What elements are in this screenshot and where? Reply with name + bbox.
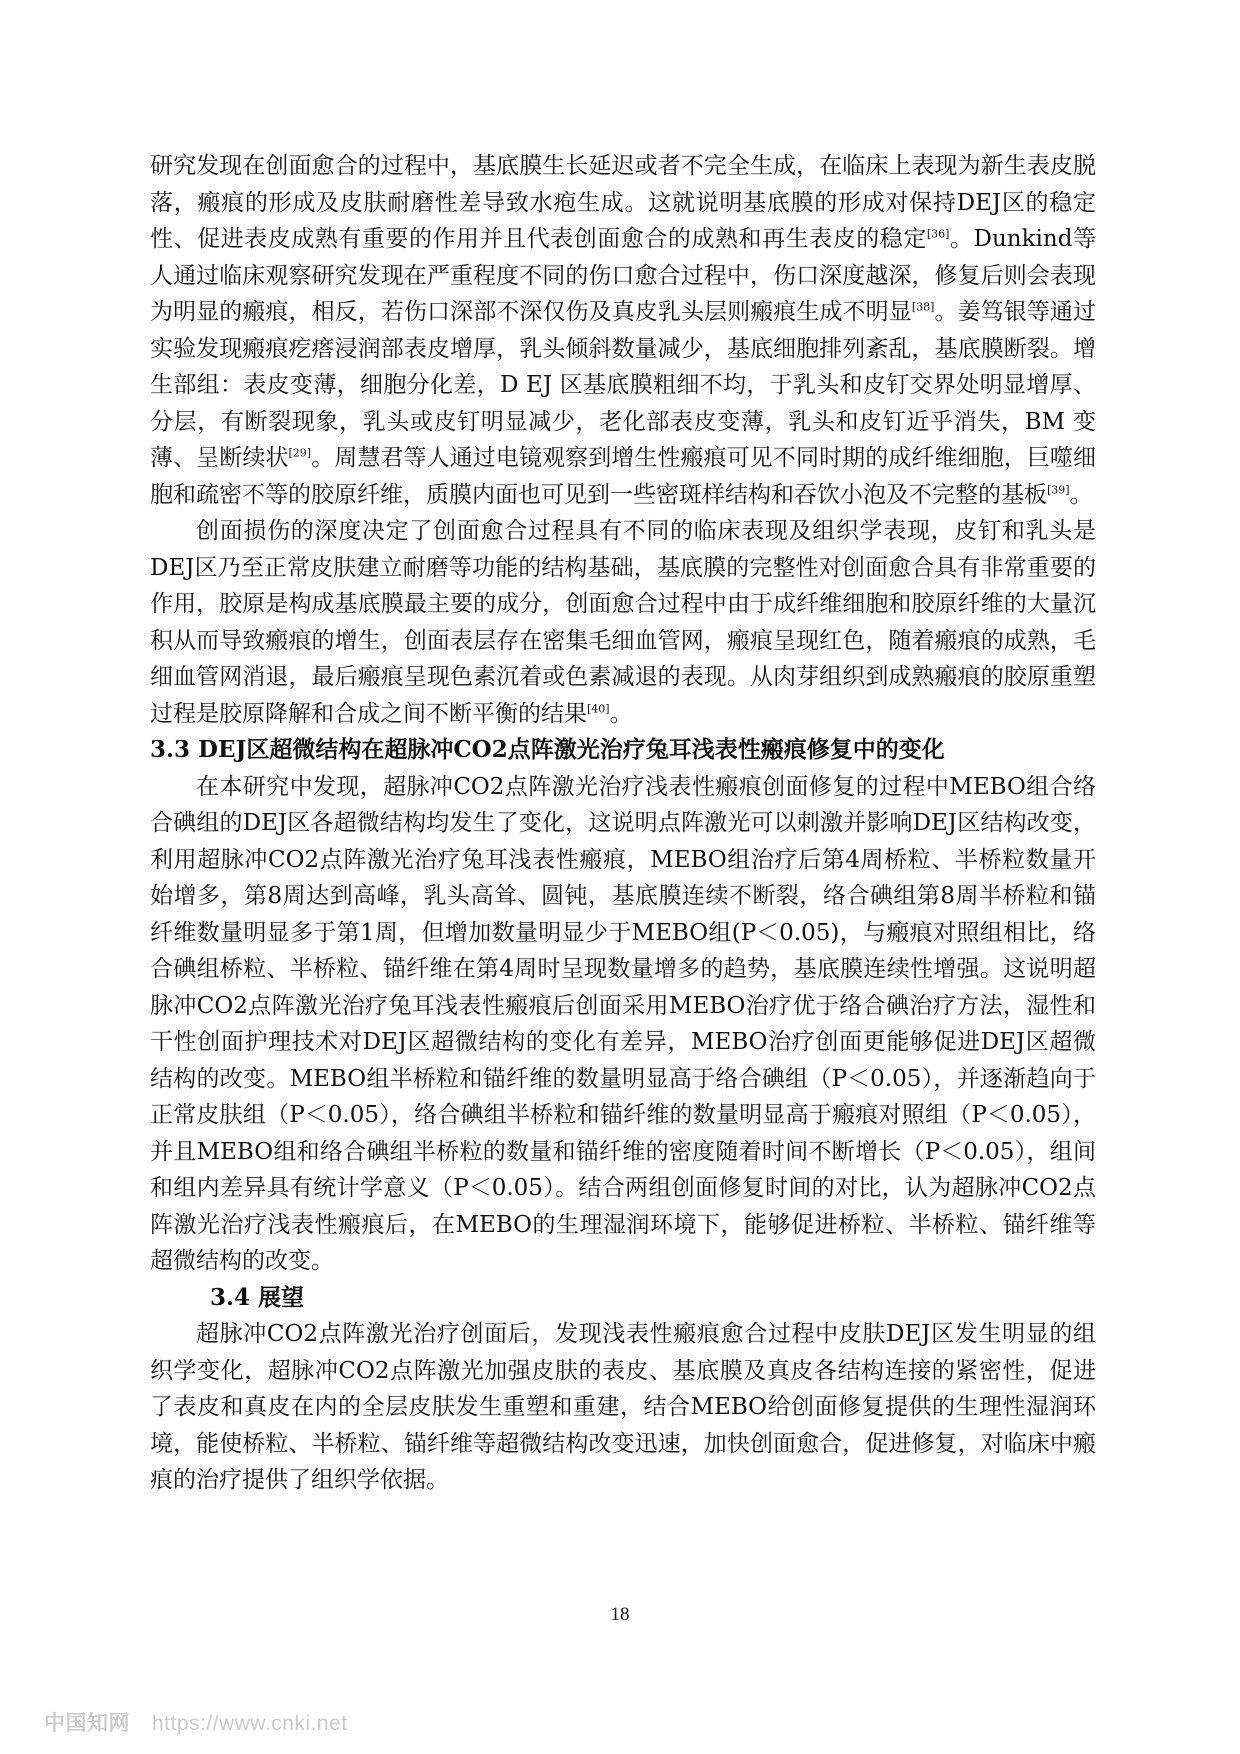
paragraph-text: 创面损伤的深度决定了创面愈合过程具有不同的临床表现及组织学表现，皮钉和乳头是DEJ区乃至正常皮肤建立耐磨等功能的结构基础，基底膜的完整性对创面愈合具有非常重要的作用，胶原是构成基底膜最主要的成分，创面愈合过程中由于成纤维细胞和胶原纤维的大量沉积从而导致瘢痕的增生，创面表层存在密集毛细血管网，瘢痕呈现红色，随着瘢痕的成熟，毛细血管网消退，最后瘢痕呈现色素沉着或色素减退的表现。从肉芽组织到成熟瘢痕的胶原重塑过程是胶原降解和合成之间不断平衡的结果 bbox=[150, 518, 1096, 727]
citation-ref: [38] bbox=[911, 300, 935, 314]
citation-ref: [40] bbox=[587, 701, 610, 715]
paragraph-text: 。 bbox=[1069, 481, 1093, 508]
citation-ref: [29] bbox=[288, 446, 312, 460]
citation-ref: [36] bbox=[926, 227, 950, 241]
paragraph-text: 。姜笃银等通过实验发现瘢痕疙瘩浸润部表皮增厚，乳头倾斜数量减少，基底细胞排列紊乱，基底膜断裂。增生部组：表皮变薄，细胞分化差，D EJ 区基底膜粗细不均，于乳头和皮钉交界处明显增厚、分层，有断裂现象，乳头或皮钉明显减少，老化部表皮变薄，乳头和皮钉近乎消失，BM 变薄、呈断续状 bbox=[150, 299, 1097, 471]
cnki-url: https://www.cnki.net bbox=[152, 1712, 348, 1735]
paragraph-text: 。周慧君等人通过电镜观察到增生性瘢痕可见不同时期的成纤维细胞，巨噬细胞和疏密不等的胶原纤维，质膜内面也可见到一些密斑样结构和吞饮小泡及不完整的基板 bbox=[150, 445, 1097, 508]
paragraph-wound-depth bbox=[150, 513, 1096, 732]
cnki-logo: 中国知网 bbox=[44, 1712, 130, 1735]
page-body bbox=[150, 148, 1096, 1499]
page-number: 18 bbox=[610, 1604, 630, 1625]
cnki-watermark bbox=[44, 1707, 348, 1737]
paragraph-text: 研究发现在创面愈合的过程中，基底膜生长延迟或者不完全生成，在临床上表现为新生表皮脱落，瘢痕的形成及皮肤耐磨性差导致水疱生成。这就说明基底膜的形成对保持DEJ区的稳定性、促进表皮成熟有重要的作用并且代表创面愈合的成熟和再生表皮的稳定 bbox=[150, 153, 1096, 252]
paragraph-outlook: 超脉冲CO2点阵激光治疗创面后，发现浅表性瘢痕愈合过程中皮肤DEJ区发生明显的组织学变化，超脉冲CO2点阵激光加强皮肤的表皮、基底膜及真皮各结构连接的紧密性，促进了表皮和真皮在内的全层皮肤发生重塑和重建，结合MEBO给创面修复提供的生理性湿润环境，能使桥粒、半桥粒、锚纤维等超微结构改变迅速，加快创面愈合，促进修复，对临床中瘢痕的治疗提供了组织学依据。 bbox=[150, 1321, 1096, 1493]
paragraph-text: 。 bbox=[609, 700, 633, 727]
paragraph-basement-membrane bbox=[150, 148, 1096, 513]
section-heading-3-3: 3.3 DEJ区超微结构在超脉冲CO2点阵激光治疗兔耳浅表性瘢痕修复中的变化 bbox=[150, 736, 945, 763]
citation-ref: [39] bbox=[1047, 482, 1070, 496]
paragraph-findings: 在本研究中发现，超脉冲CO2点阵激光治疗浅表性瘢痕创面修复的过程中MEBO组合络合碘组的DEJ区各超微结构均发生了变化，这说明点阵激光可以刺激并影响DEJ区结构改变，利用超脉冲CO2点阵激光治疗兔耳浅表性瘢痕，MEBO组治疗后第4周桥粒、半桥粒数量开始增多，第8周达到高峰，乳头高耸、圆钝，基底膜连续不断裂，络合碘组第8周半桥粒和锚纤维数量明显多于第1周，但增加数量明显少于MEBO组(P＜0.05)，与瘢痕对照组相比，络合碘组桥粒、半桥粒、锚纤维在第4周时呈现数量增多的趋势，基底膜连续性增强。这说明超脉冲CO2点阵激光治疗兔耳浅表性瘢痕后创面采用MEBO治疗优于络合碘治疗方法，湿性和干性创面护理技术对DEJ区超微结构的变化有差异，MEBO治疗创面更能够促进DEJ区超微结构的改变。MEBO组半桥粒和锚纤维的数量明显高于络合碘组（P＜0.05），并逐渐趋向于正常皮肤组（P＜0.05），络合碘组半桥粒和锚纤维的数量明显高于瘢痕对照组（P＜0.05），并且MEBO组和络合碘组半桥粒的数量和锚纤维的密度随着时间不断增长（P＜0.05），组间和组内差异具有统计学意义（P＜0.05）。结合两组创面修复时间的对比，认为超脉冲CO2点阵激光治疗浅表性瘢痕后，在MEBO的生理湿润环境下，能够促进桥粒、半桥粒、锚纤维等超微结构的改变。 bbox=[150, 773, 1096, 1274]
paragraph-text: 。Dunkind等人通过临床观察研究发现在严重程度不同的伤口愈合过程中，伤口深度越深，修复后则会表现为明显的瘢痕，相反，若伤口深部不深仅伤及真皮乳头层则瘢痕生成不明显 bbox=[150, 226, 1096, 325]
section-heading-3-4: 3.4 展望 bbox=[210, 1283, 305, 1311]
